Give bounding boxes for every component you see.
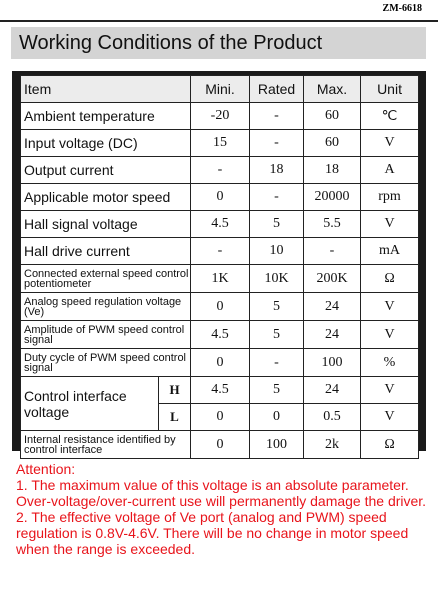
row-item: Hall signal voltage xyxy=(21,211,191,238)
row-max: 60 xyxy=(304,130,361,157)
row-min: -20 xyxy=(191,103,250,130)
table-row xyxy=(21,103,419,130)
level-low-label: L xyxy=(159,404,191,431)
row-min: 0 xyxy=(191,404,250,431)
row-max: 20000 xyxy=(304,184,361,211)
table-row xyxy=(21,238,419,265)
row-item: Amplitude of PWM speed control signal xyxy=(21,321,191,349)
row-unit: ℃ xyxy=(361,103,419,130)
table-row xyxy=(21,157,419,184)
row-item: Connected external speed control potentiometer xyxy=(21,265,191,293)
row-min: 0 xyxy=(191,431,250,459)
row-unit: V xyxy=(361,377,419,404)
row-min: - xyxy=(191,238,250,265)
column-header-unit: Unit xyxy=(361,76,419,103)
row-max: 24 xyxy=(304,321,361,349)
row-unit: V xyxy=(361,130,419,157)
row-max: 200K xyxy=(304,265,361,293)
table-header-row xyxy=(21,76,419,103)
row-min: 15 xyxy=(191,130,250,157)
row-rated: 18 xyxy=(250,157,304,184)
row-item: Analog speed regulation voltage (Ve) xyxy=(21,293,191,321)
column-header-max: Max. xyxy=(304,76,361,103)
row-max: 2k xyxy=(304,431,361,459)
attention-notes xyxy=(16,461,434,557)
row-max: 0.5 xyxy=(304,404,361,431)
model-number: ZM-6618 xyxy=(382,3,422,14)
table-row xyxy=(21,293,419,321)
row-item: Hall drive current xyxy=(21,238,191,265)
row-max: 24 xyxy=(304,293,361,321)
row-rated: - xyxy=(250,130,304,157)
row-min: 4.5 xyxy=(191,377,250,404)
row-max: 24 xyxy=(304,377,361,404)
row-min: 4.5 xyxy=(191,211,250,238)
table-row xyxy=(21,431,419,459)
row-rated: 5 xyxy=(250,293,304,321)
table-row xyxy=(21,184,419,211)
row-rated: 0 xyxy=(250,404,304,431)
row-unit: Ω xyxy=(361,265,419,293)
row-max: 5.5 xyxy=(304,211,361,238)
level-high-label: H xyxy=(159,377,191,404)
control-interface-label: Control interface voltage xyxy=(21,377,159,431)
working-conditions-table xyxy=(20,75,419,459)
column-header-min: Mini. xyxy=(191,76,250,103)
row-rated: - xyxy=(250,349,304,377)
table-row-control-high xyxy=(21,377,419,404)
row-unit: V xyxy=(361,404,419,431)
row-min: - xyxy=(191,157,250,184)
row-max: - xyxy=(304,238,361,265)
header-divider xyxy=(0,20,438,22)
row-unit: V xyxy=(361,293,419,321)
table-row xyxy=(21,265,419,293)
row-unit: rpm xyxy=(361,184,419,211)
row-unit: % xyxy=(361,349,419,377)
row-unit: A xyxy=(361,157,419,184)
spec-table-frame xyxy=(12,71,426,456)
row-min: 0 xyxy=(191,184,250,211)
row-min: 1K xyxy=(191,265,250,293)
attention-note-1: 1. The maximum value of this voltage is an absolute parameter. Over-voltage/over-current use will permanently damage the driver. xyxy=(16,477,427,509)
row-unit: V xyxy=(361,321,419,349)
row-max: 100 xyxy=(304,349,361,377)
row-rated: 10K xyxy=(250,265,304,293)
row-item: Output current xyxy=(21,157,191,184)
row-item: Ambient temperature xyxy=(21,103,191,130)
row-item: Input voltage (DC) xyxy=(21,130,191,157)
column-header-item: Item xyxy=(21,76,191,103)
row-item: Applicable motor speed xyxy=(21,184,191,211)
column-header-rated: Rated xyxy=(250,76,304,103)
row-rated: 10 xyxy=(250,238,304,265)
row-unit: mA xyxy=(361,238,419,265)
row-item: Duty cycle of PWM speed control signal xyxy=(21,349,191,377)
attention-heading: Attention: xyxy=(16,461,76,477)
section-title: Working Conditions of the Product xyxy=(11,27,426,59)
row-rated: - xyxy=(250,103,304,130)
table-row xyxy=(21,130,419,157)
row-max: 60 xyxy=(304,103,361,130)
row-min: 4.5 xyxy=(191,321,250,349)
attention-note-2: 2. The effective voltage of Ve port (analog and PWM) speed regulation is 0.8V-4.6V. There will be no change in motor speed when the range is exceeded. xyxy=(16,509,409,557)
row-rated: 5 xyxy=(250,211,304,238)
table-row xyxy=(21,321,419,349)
row-unit: Ω xyxy=(361,431,419,459)
row-unit: V xyxy=(361,211,419,238)
row-min: 0 xyxy=(191,293,250,321)
row-max: 18 xyxy=(304,157,361,184)
row-rated: 5 xyxy=(250,377,304,404)
row-item: Internal resistance identified by control interface xyxy=(21,431,191,459)
row-min: 0 xyxy=(191,349,250,377)
row-rated: 5 xyxy=(250,321,304,349)
row-rated: - xyxy=(250,184,304,211)
table-row xyxy=(21,349,419,377)
row-rated: 100 xyxy=(250,431,304,459)
table-row xyxy=(21,211,419,238)
